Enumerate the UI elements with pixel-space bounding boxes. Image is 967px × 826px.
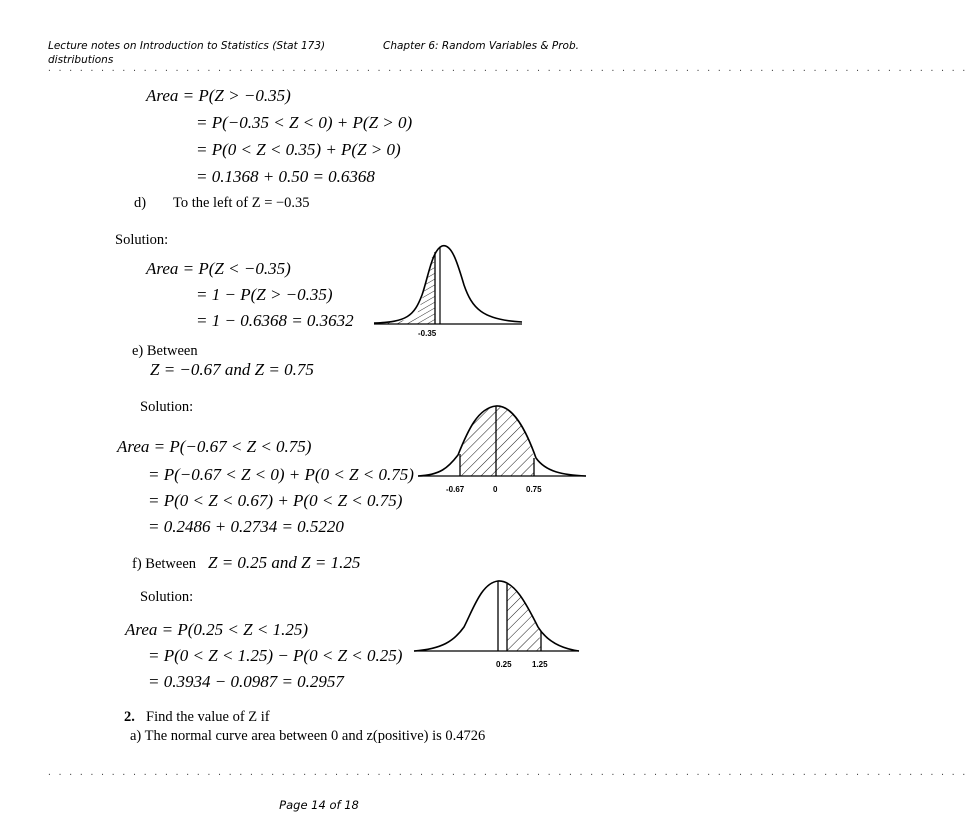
normal-curve-between-025-125 <box>414 575 614 675</box>
part-c-line-2: = P(−0.35 < Z < 0) + P(Z > 0) <box>196 113 413 132</box>
part-c-line-4: = 0.1368 + 0.50 = 0.6368 <box>196 167 375 186</box>
part-f-question: Z = 0.25 and Z = 1.25 <box>208 553 361 572</box>
part-d-question: To the left of Z = −0.35 <box>173 195 310 211</box>
part-f-line-3: = 0.3934 − 0.0987 = 0.2957 <box>148 672 344 691</box>
curve-line <box>414 581 579 651</box>
q2-number: 2. <box>124 709 135 725</box>
header-course-title-cont: distributions <box>48 54 114 66</box>
part-d-solution-label: Solution: <box>115 232 169 248</box>
part-e-question: Z = −0.67 and Z = 0.75 <box>150 360 314 379</box>
part-f-line-1: Area = P(0.25 < Z < 1.25) <box>125 620 308 639</box>
tick-025: 0.25 <box>496 660 512 669</box>
footer-dotted-rule: . . . . . . . . . . . . . . . . . . . . . . . . . . . . . . . . . . . . . . . . . . . . . . . . . . . . . . . . . . . . . . . . . . . . . . . . . . . . . . . . . . . . . . . <box>47 768 967 777</box>
curve-line <box>374 246 522 323</box>
normal-curve-left-of-neg035 <box>372 240 572 350</box>
part-e-line-3: = P(0 < Z < 0.67) + P(0 < Z < 0.75) <box>148 491 403 510</box>
tick-neg067: -0.67 <box>446 485 465 494</box>
part-e-line-2: = P(−0.67 < Z < 0) + P(0 < Z < 0.75) <box>148 465 414 484</box>
part-e-line-1: Area = P(−0.67 < Z < 0.75) <box>117 437 312 456</box>
part-f-solution-label: Solution: <box>140 589 194 605</box>
tick-neg035: -0.35 <box>418 329 437 338</box>
header-dotted-rule: . . . . . . . . . . . . . . . . . . . . . . . . . . . . . . . . . . . . . . . . . . . . . . . . . . . . . . . . . . . . . . . . . . . . . . . . . . . . . . . . . . . . . . . <box>47 64 967 73</box>
part-f-label: f) Between <box>132 556 197 572</box>
header-course-title: Lecture notes on Introduction to Statistics (Stat 173) <box>48 40 326 52</box>
part-d-line-1: Area = P(Z < −0.35) <box>146 259 291 278</box>
q2-title: Find the value of Z if <box>146 709 270 725</box>
tick-125: 1.25 <box>532 660 548 669</box>
part-e-solution-label: Solution: <box>140 399 194 415</box>
part-d-line-3: = 1 − 0.6368 = 0.3632 <box>196 311 354 330</box>
part-d-label: d) <box>134 195 147 211</box>
part-c-line-1: Area = P(Z > −0.35) <box>146 86 291 105</box>
part-e-line-4: = 0.2486 + 0.2734 = 0.5220 <box>148 517 344 536</box>
q2-part-a: a) The normal curve area between 0 and z(positive) is 0.4726 <box>130 728 486 744</box>
part-c-line-3: = P(0 < Z < 0.35) + P(Z > 0) <box>196 140 401 159</box>
part-e-label: e) Between <box>132 343 198 359</box>
normal-curve-between-neg067-075 <box>418 400 618 505</box>
tick-zero: 0 <box>493 485 498 494</box>
header-chapter-title: Chapter 6: Random Variables & Prob. <box>383 40 579 52</box>
part-d-line-2: = 1 − P(Z > −0.35) <box>196 285 333 304</box>
page-number: Page 14 of 18 <box>279 798 359 812</box>
part-f-line-2: = P(0 < Z < 1.25) − P(0 < Z < 0.25) <box>148 646 403 665</box>
tick-075: 0.75 <box>526 485 542 494</box>
